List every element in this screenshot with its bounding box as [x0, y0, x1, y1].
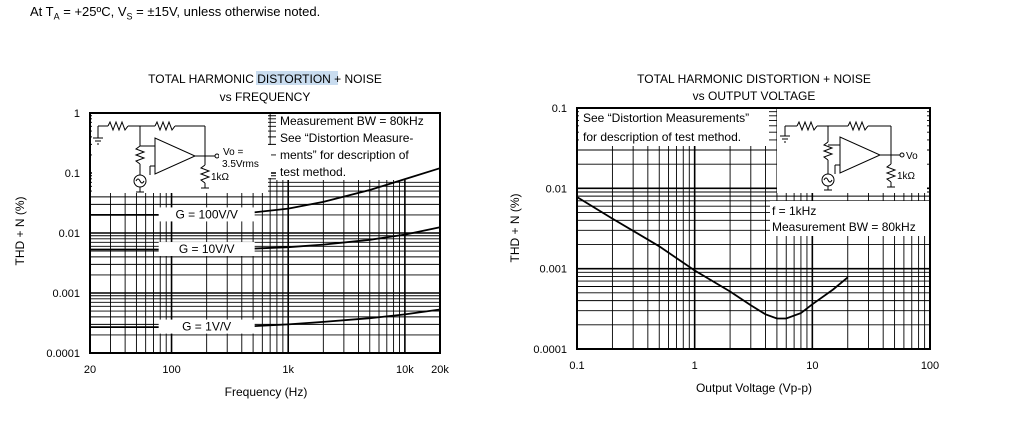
y-tick-label: 0.01	[58, 228, 80, 240]
chart2-annotation-line: See “Distortion Measurements”	[583, 111, 750, 125]
chart1-annotation	[276, 113, 439, 180]
series-label: G = 1V/V	[182, 319, 232, 334]
chart1-circuit-labels	[211, 145, 271, 183]
chart2-x-axis-label: Output Voltage (Vp-p)	[695, 381, 813, 395]
chart2-annotation-line: f = 1kHz	[772, 204, 817, 218]
chart1-annotation-line: ments” for description of	[280, 148, 409, 162]
series-label: G = 10V/V	[178, 242, 235, 257]
chart1-annotation-line: Measurement BW = 80kHz	[280, 114, 424, 128]
y-tick-label: 0.001	[52, 288, 80, 300]
y-tick-label: 0.001	[539, 263, 567, 276]
y-tick-label: 0.1	[551, 103, 567, 115]
y-tick-label: 0.01	[545, 183, 567, 196]
x-tick-label: 20k	[431, 364, 449, 376]
x-tick-label: 100	[162, 364, 181, 376]
y-tick-label: 0.1	[64, 168, 80, 180]
chart2-annotation-line: for description of test method.	[583, 130, 742, 144]
x-tick-label: 10k	[396, 364, 414, 376]
chart1-annotation-line: test method.	[280, 165, 347, 179]
chart2-title-line1: TOTAL HARMONIC DISTORTION + NOISE	[637, 72, 871, 86]
chart1-annotation-line: See “Distortion Measure-	[280, 131, 414, 145]
chart2-title-line2: vs OUTPUT VOLTAGE	[692, 89, 816, 103]
x-tick-label: 1k	[282, 364, 295, 376]
x-tick-label: 10	[806, 360, 819, 372]
chart2-y-axis-label: THD + N (%)	[508, 193, 522, 263]
x-tick-label: 100	[920, 360, 940, 372]
chart1-title-line2: vs FREQUENCY	[219, 90, 311, 104]
y-tick-label: 1	[73, 108, 80, 120]
circuit-load-label: 1kΩ	[211, 172, 230, 183]
y-tick-label: 0.0001	[533, 344, 567, 356]
chart1-x-axis-label: Frequency (Hz)	[224, 385, 308, 399]
x-tick-label: 20	[83, 364, 97, 376]
x-tick-label: 1	[691, 360, 698, 372]
circuit-vo-label: Vo	[906, 151, 918, 162]
circuit-vo-label: Vo =	[223, 147, 244, 158]
circuit-load-label: 1kΩ	[897, 171, 916, 182]
x-tick-label: 0.1	[569, 360, 585, 372]
chart1-y-axis-label: THD + N (%)	[13, 196, 27, 266]
conditions-note: At $T_A$ = +25ºC, $V_S = \pm 15V$, unless otherwise noted.	[30, 4, 321, 22]
y-tick-label: 0.0001	[46, 348, 80, 360]
circuit-vrms-label: 3.5Vrms	[222, 159, 259, 170]
chart1-title-line1: TOTAL HARMONIC DISTORTION + NOISE	[148, 72, 382, 86]
series-label: G = 100V/V	[175, 207, 238, 222]
chart2-annotation-line: Measurement BW = 80kHz	[772, 220, 916, 234]
